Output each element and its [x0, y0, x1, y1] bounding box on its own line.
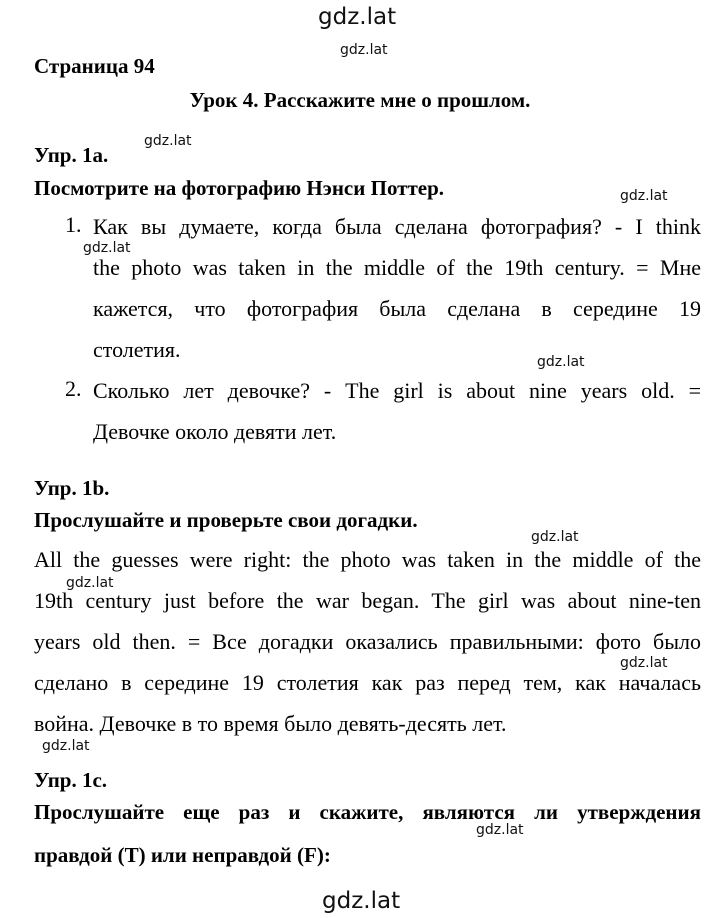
- list-item-line: столетия.: [93, 337, 181, 362]
- watermark: gdz.lat: [144, 133, 192, 149]
- list-item-line: Сколько лет девочке? - The girl is about nine years old. =: [93, 378, 701, 403]
- exercise-1b-heading: Упр. 1b.: [34, 476, 110, 500]
- paragraph-line: сделано в середине 19 столетия как раз перед тем, как началась: [34, 670, 701, 695]
- watermark: gdz.lat: [66, 575, 114, 591]
- watermark: gdz.lat: [42, 738, 90, 754]
- watermark-bottom: gdz.lat: [322, 888, 401, 914]
- watermark: gdz.lat: [620, 655, 668, 671]
- exercise-1c-instruction-line: правдой (T) или неправдой (F):: [34, 843, 331, 867]
- page-title: Страница 94: [34, 54, 155, 78]
- list-item-number: 1.: [65, 212, 82, 237]
- exercise-1a-instruction: Посмотрите на фотографию Нэнси Поттер.: [34, 176, 445, 200]
- watermark: gdz.lat: [476, 822, 524, 838]
- paragraph-line: All the guesses were right: the photo was taken in the middle of the: [34, 547, 701, 572]
- watermark: gdz.lat: [531, 529, 579, 545]
- list-item-line: the photo was taken in the middle of the 19th century. = Мне: [93, 255, 701, 280]
- exercise-1a-heading: Упр. 1a.: [34, 143, 109, 167]
- exercise-1c-heading: Упр. 1c.: [34, 768, 108, 792]
- list-item-number: 2.: [65, 376, 82, 401]
- watermark: gdz.lat: [537, 354, 585, 370]
- list-item-line: Как вы думаете, когда была сделана фотография? - I think: [93, 214, 701, 239]
- paragraph-line: years old then. = Все догадки оказались правильными: фото было: [34, 629, 701, 654]
- watermark: gdz.lat: [620, 188, 668, 204]
- watermark-top: gdz.lat: [318, 4, 397, 30]
- list-item-line: кажется, что фотография была сделана в середине 19: [93, 296, 701, 321]
- exercise-1b-instruction: Прослушайте и проверьте свои догадки.: [34, 508, 418, 532]
- watermark: gdz.lat: [83, 240, 131, 256]
- paragraph-line: война. Девочке в то время было девять-десять лет.: [34, 711, 507, 736]
- exercise-1c-instruction-line: Прослушайте еще раз и скажите, являются ли утверждения: [34, 800, 701, 824]
- list-item-line: Девочке около девяти лет.: [93, 419, 337, 444]
- watermark: gdz.lat: [340, 42, 388, 58]
- paragraph-line: 19th century just before the war began. The girl was about nine-ten: [34, 588, 701, 613]
- lesson-title: Урок 4. Расскажите мне о прошлом.: [189, 88, 531, 112]
